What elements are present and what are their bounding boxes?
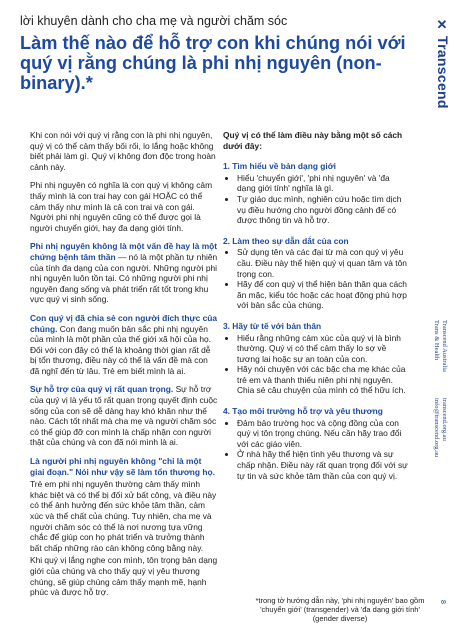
transcend-logo [435,18,451,114]
definition-paragraph: Phi nhị nguyên có nghĩa là con quý vị không cảm thấy mình là con trai hay con gái HOẶC có thể cảm thấy như mình là cả con trai và con gái. Người phi nhị nguyên cũng có thể được gọi là người chuyển giới, hay đa dạng giới tính. [30,180,213,233]
website-link[interactable]: transcend.org.au [441,398,448,441]
transcend-logo-icon: ✕ [436,17,448,32]
tip-list [223,173,408,226]
page-kicker: lời khuyên dành cho cha mẹ và người chăm sóc [20,14,288,28]
highlight-text: Sự hỗ trợ của quý vị rất quan trọng. [30,384,174,395]
tip-list [223,418,408,482]
tip-heading: 4. Tạo môi trường hỗ trợ và yêu thương [223,406,383,417]
highlight-text: Con quý vị đã chia sẻ con người đích thực của chúng. [30,312,218,334]
tip-list [223,333,408,397]
body-text: Con đang muốn bản sắc phi nhị nguyên của mình là một phần của thế giới xã hội của họ. Đối với con đây có thể là khoảng thời gian rất dễ bị tổn thương, điều này có thể là vấn đề mà con đã nghĩ đến từ lâu. Trẻ em biết mình là ai. [30,323,212,376]
logo-text: Transcend [435,36,451,109]
tip-item: • Hãy nói chuyện với các bậc cha mẹ khác của trẻ em và thanh thiếu niên phi nhị nguyên. Chia sẻ câu chuyện của mình có thể hữu ích. [237,364,408,396]
tip-list [223,247,408,311]
body-text: — nó là một phần tự nhiên của tính đa dạng của con người. Những người phi nhị nguyên luôn tồn tại. Có những người phi nhị nguyên đang sống và phát triển rất tốt trong khu vực quý vị sinh sống. [30,251,218,305]
paragraph-not-phase: Trẻ em phi nhị nguyên thường cảm thấy mình khác biệt và có thể bị đối xử bất công, và điều này có thể ảnh hưởng đến sức khỏe tâm thần, cảm xúc và thể chất của chúng. Tuy nhiên, cha mẹ và người chăm sóc có thể là nơi nương tựa vững chắc để giúp con họ phát triển và trưởng thành bất chấp những rào cản không công bằng này. [30,479,217,553]
tips-lead: Quý vị có thể làm điều này bằng một số cách dưới đây: [223,130,403,151]
org-line: Trans & Health [433,320,440,361]
org-line: Transcend Australia [441,320,448,372]
paragraph-not-illness [30,241,218,305]
page-title: Làm thế nào để hỗ trợ con khi chúng nói với quý vị rằng chúng là phi nhị nguyên (non-binary).* [20,33,406,93]
tip-heading: 1. Tìm hiểu về bản dạng giới [223,161,336,172]
paragraph-support [30,384,218,448]
tip-item: • Ở nhà hãy thể hiện tình yêu thương và sự chấp nhận. Điều này rất quan trọng đối với sự tự tin và sức khỏe tâm thần của con quý vị. [237,449,408,481]
left-column [30,130,218,606]
highlight-text: Phi nhị nguyên không là một vấn đề hay là một chứng bệnh tâm thần [30,241,218,262]
highlight-text: Là người phi nhị nguyên không "chỉ là một giai đoạn." Nói như vậy sẽ làm tổn thương họ. [30,456,215,477]
right-column [223,130,408,491]
tip-item: • Hiểu rằng những cảm xúc của quý vị là bình thường. Quý vị có thể cảm thấy lo sợ về tương lai hoặc sự an toàn của con. [237,333,408,365]
email-link[interactable]: info@transcend.org.au [433,398,440,458]
body-text: Sự hỗ trợ của quý vị là yếu tố rất quan trọng quyết định cuộc sống của con sẽ dễ dàng hay khó khăn như thế nào. Cách tốt nhất mà cha mẹ và người chăm sóc có thể giúp đỡ con mình là chấp nhận con người thật của chúng và con đã nói mình là ai. [30,384,218,448]
page-number: 8 [439,600,446,604]
tip-heading: 3. Hãy từ tế với bản thân [223,320,322,331]
paragraph-not-phase-heading [30,456,218,477]
footnote: *trong tờ hướng dẫn này, 'phi nhị nguyên' bao gồm 'chuyển giới' (transgender) và 'đa dạng giới tính' (gender diverse) [255,596,425,623]
tip-item: • Sử dụng tên và các đại từ mà con quý vị yêu cầu. Điều này thể hiện quý vị quan tâm và tôn trọng con. [237,247,408,279]
tip-item: • Tự giáo dục mình, nghiên cứu hoặc tìm dịch vụ điều hướng cho người đồng cảnh để có được thông tin và hỗ trợ. [237,194,408,226]
brand-sidebar [432,0,454,641]
tip-item: • Hiểu 'chuyển giới', 'phi nhị nguyên' và 'đa dạng giới tính' nghĩa là gì. [237,173,408,194]
intro-paragraph: Khi con nói với quý vị rằng con là phi nhị nguyên, quý vị có thể cảm thấy bối rối, lo lắng hoặc không biết phải làm gì. Quý vị không đơn độc trong hoàn cảnh này. [30,130,216,172]
tip-item: • Đảm bảo trường học và cộng đồng của con quý vị tôn trọng chúng. Nếu cần hãy trao đổi với các giáo viên. [237,418,408,450]
paragraph-shared-self [30,313,218,377]
closing-paragraph: Khi quý vị lắng nghe con mình, tôn trọng bản dạng giới của chúng và cho thấy quý vị yêu thương chúng, sẽ giúp chúng cảm thấy mạnh mẽ, hạnh phúc và được hỗ trợ. [30,555,218,598]
tip-heading: 2. Làm theo sự dẫn dắt của con [223,235,349,246]
organization-name [432,320,448,372]
contact-info [432,398,448,457]
tip-item: • Hãy để con quý vị thể hiện bản thân qua cách ăn mặc, kiểu tóc hoặc các hoạt động phù hợp với bản sắc của chúng. [237,279,408,311]
